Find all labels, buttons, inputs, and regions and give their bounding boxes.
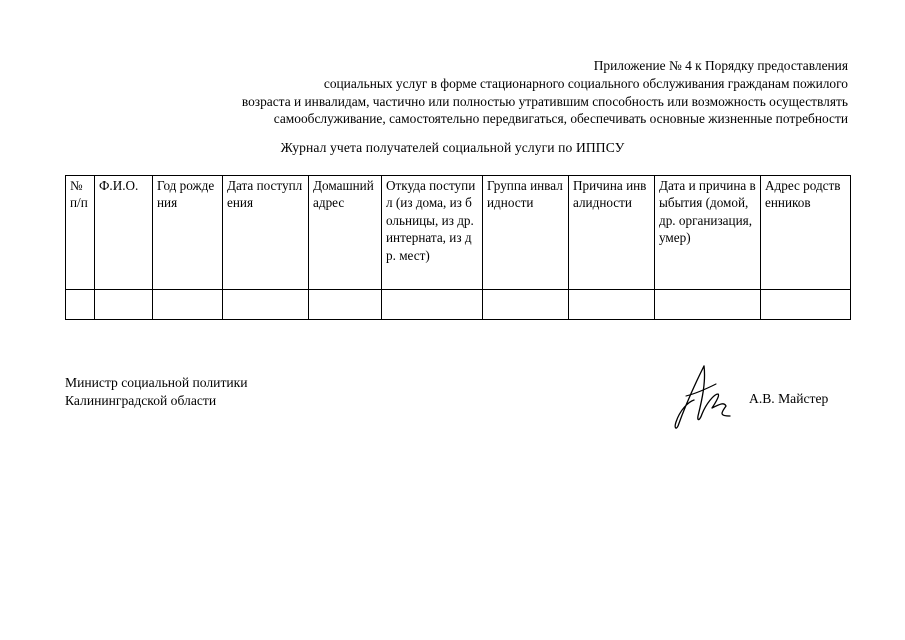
table-cell	[223, 290, 309, 320]
table-cell	[153, 290, 223, 320]
appendix-header	[148, 57, 848, 128]
column-header-name: Ф.И.О.	[95, 176, 153, 290]
signatory-position-line-2: Калининградской области	[65, 392, 217, 408]
table-cell	[569, 290, 655, 320]
table-cell	[483, 290, 569, 320]
column-header-discharge: Дата и причина выбытия (домой, др. организация, умер)	[655, 176, 761, 290]
appendix-line-1: Приложение № 4 к Порядку предоставления	[593, 58, 848, 73]
column-header-home-address: Домашний адрес	[309, 176, 382, 290]
appendix-line-3: возраста и инвалидам, частично или полностью утратившим способность или возможность осуществлять	[241, 93, 848, 109]
table-cell	[95, 290, 153, 320]
table-cell	[66, 290, 95, 320]
table-cell	[382, 290, 483, 320]
column-header-birth-year: Год рождения	[153, 176, 223, 290]
table-header-row	[66, 176, 851, 290]
column-header-admission-date: Дата поступления	[223, 176, 309, 290]
handwritten-signature	[664, 360, 744, 435]
column-header-disability-cause: Причина инвалидности	[569, 176, 655, 290]
journal-table	[65, 175, 851, 320]
column-header-relatives-address: Адрес родственников	[761, 176, 851, 290]
column-header-disability-group: Группа инвалидности	[483, 176, 569, 290]
table-cell	[761, 290, 851, 320]
table-cell	[655, 290, 761, 320]
document-title: Журнал учета получателей социальной услуги по ИППСУ	[280, 140, 625, 155]
table-cell	[309, 290, 382, 320]
signatory-name: А.В. Майстер	[749, 391, 829, 406]
appendix-line-4: самообслуживание, самостоятельно передвигаться, обеспечивать основные жизненные потребности	[273, 111, 848, 127]
appendix-line-2: социальных услуг в форме стационарного социального обслуживания гражданам пожилого	[323, 75, 848, 91]
column-header-admitted-from: Откуда поступил (из дома, из больницы, из др. интерната, из др. мест)	[382, 176, 483, 290]
column-header-number: № п/п	[66, 176, 95, 290]
signatory-position-line-1: Министр социальной политики	[65, 375, 248, 390]
table-row	[66, 290, 851, 320]
signatory-position	[65, 374, 248, 409]
